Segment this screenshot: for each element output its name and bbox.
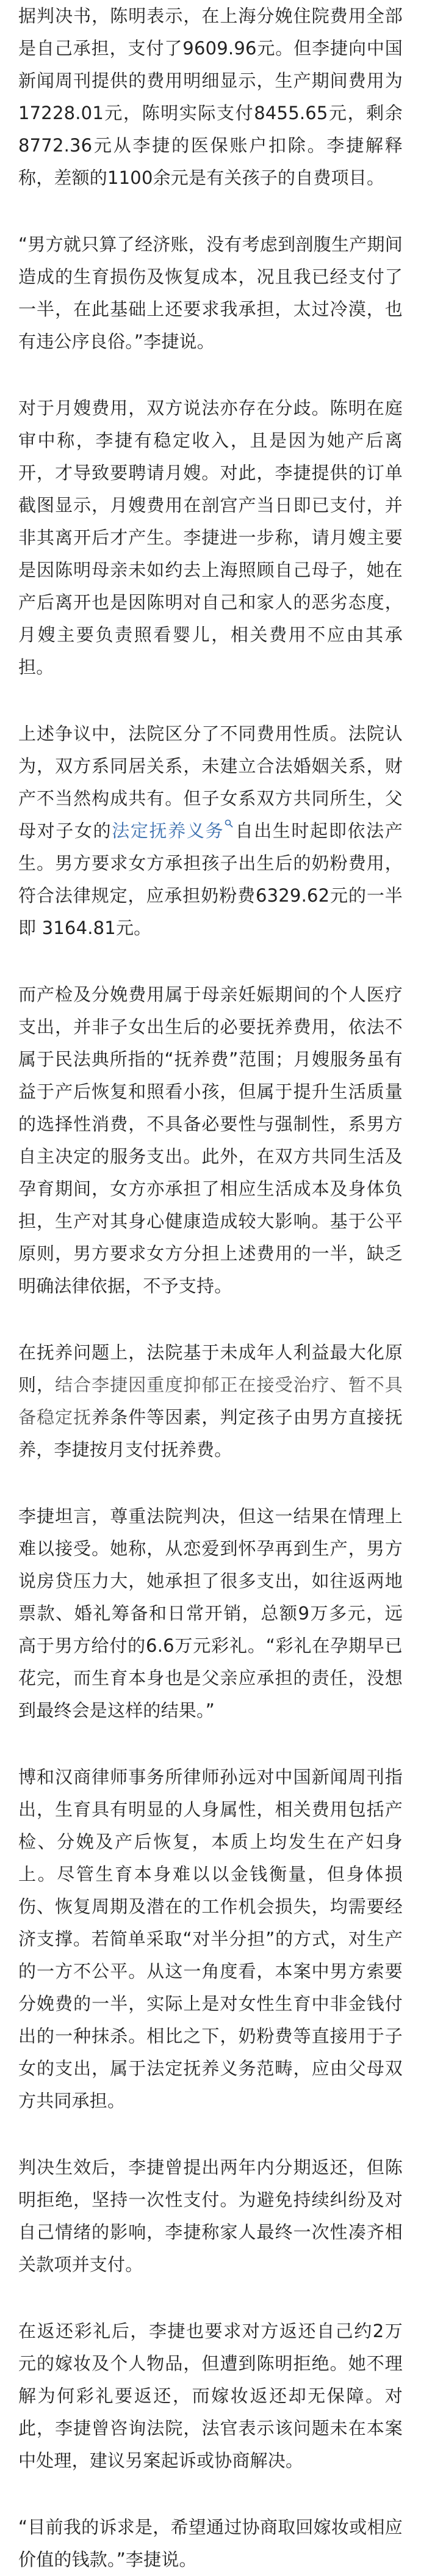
paragraph-after-judgment: 判决生效后，李捷曾提出两年内分期返还，但陈明拒绝，坚持一次性支付。为避免持续纠纷及对自己情绪的影响，李捷称家人最终一次性凑齐相关款项并支付。: [18, 2157, 403, 2275]
paragraph-nanny-fee: 对于月嫂费用，双方说法亦存在分歧。陈明在庭审中称，李捷有稳定收入，且是因为她产后离开，才导致要聘请月嫂。对此，李捷提供的订单截图显示，月嫂费用在剖宫产当日即已支付，并非其离开后才产生。李捷进一步称，请月嫂主要是因陈明母亲未如约去上海照顾自己母子，她在产后离开也是因陈明对自己和家人的恶劣态度，月嫂主要负责照看婴儿，相关费用不应由其承担。: [18, 398, 403, 677]
paragraph-text-before-link: 上述争议中，法院区分了不同费用性质。法院认为，双方系同居关系，未建立合法婚姻关系，财产不当然构成共有。但子女系双方共同所生，父母对子女的: [18, 723, 403, 841]
paragraph-text-after-link: 自出生时起即依法产生。男方要求女方承担孩子出生后的奶粉费用，符合法律规定，应承担奶粉费6329.62元的一半即 3164.81元。: [18, 820, 403, 938]
paragraph-medical-expenses: 而产检及分娩费用属于母亲妊娠期间的个人医疗支出，并非子女出生后的必要抚养费用，依法不属于民法典所指的“抚养费”范围；月嫂服务虽有益于产后恢复和照看小孩，但属于提升生活质量的选择性消费，不具备必要性与强制性，系男方自主决定的服务支出。此外，在双方共同生活及孕育期间，女方亦承担了相应生活成本及身体负担，生产对其身心健康造成较大影响。基于公平原则，男方要求女方分担上述费用的一半，缺乏明确法律依据，不予支持。: [18, 984, 403, 1296]
custody-line-2: 结合李捷因重度抑郁正在接受治疗、暂不具备稳定抚: [18, 1374, 403, 1428]
paragraph-dowry-return: 在返还彩礼后，李捷也要求对方返还自己约2万元的嫁妆及个人物品，但遭到陈明拒绝。她不理解为何彩礼要返还，而嫁妆返还却无保障。对此，李捷曾咨询法院，法官表示该问题未在本案中处理，建议另案起诉或协商解决。: [18, 2321, 403, 2471]
search-icon[interactable]: [225, 819, 233, 828]
custody-rest: 养条件等因素，判定孩子由男方直接抚养，李捷按月支付抚养费。: [18, 1407, 403, 1460]
paragraph-court-distinction: [18, 718, 403, 944]
paragraph-final-quote: “目前我的诉求是，希望通过协商取回嫁妆或相应价值的钱款。”李捷说。: [18, 2517, 403, 2570]
paragraph-expense-dispute: 据判决书，陈明表示，在上海分娩住院费用全部是自己承担，支付了9609.96元。但李捷向中国新闻周刊提供的费用明细显示，生产期间费用为17228.01元，陈明实际支付8455.65元，剩余8772.36元从李捷的医保账户扣除。李捷解释称，差额的1100余元是有关孩子的自费项目。: [18, 5, 403, 188]
custody-line-1: 在抚养问题上，法院基于未成年人利益最大化原则，: [18, 1342, 403, 1395]
paragraph-custody: [18, 1337, 403, 1466]
legal-support-duty-link[interactable]: 法定抚养义务: [112, 820, 225, 841]
paragraph-li-jie-statement: 李捷坦言，尊重法院判决，但这一结果在情理上难以接受。她称，从恋爱到怀孕再到生产，男方说房贷压力大，她承担了很多支出，如往返两地票款、婚礼筹备和日常开销，总额9万多元，远高于男方给付的6.6万元彩礼。“彩礼在孕期早已花完，而生育本身也是父亲应承担的责任，没想到最终会是这样的结果。”: [18, 1506, 403, 1721]
paragraph-lawyer-opinion: 博和汉商律师事务所律师孙远对中国新闻周刊指出，生育具有明显的人身属性，相关费用包括产检、分娩及产后恢复，本质上均发生在产妇身上。尽管生育本身难以以金钱衡量，但身体损伤、恢复周期及潜在的工作机会损失，均需要经济支撑。若简单采取“对半分担”的方式，对生产的一方不公平。从这一角度看，本案中男方索要分娩费的一半，实际上是对女性生育中非金钱付出的一种抹杀。相比之下，奶粉费等直接用于子女的支出，属于法定抚养义务范畴，应由父母双方共同承担。: [18, 1767, 403, 2111]
paragraph-quote-economic-account: “男方就只算了经济账，没有考虑到剖腹生产期间造成的生育损伤及恢复成本，况且我已经支付了一半，在此基础上还要求我承担，太过冷漠，也有违公序良俗。”李捷说。: [18, 234, 403, 352]
